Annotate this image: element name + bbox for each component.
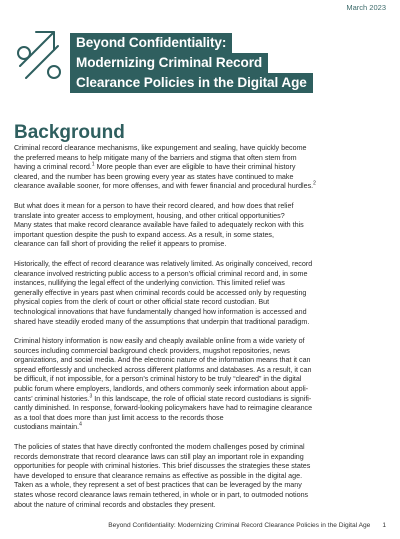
- text-line: The policies of states that have directly confronted the modern challenges posed by criminal: [14, 443, 305, 452]
- text-line: clearance involved restricting public access to a person’s official criminal record and, in some: [14, 269, 308, 278]
- text-line: cleared, and the number has been growing every year as states have continued to make: [14, 172, 294, 181]
- text-line: states whose record clearance laws remain tethered, in whole or in part, to outmoded notions: [14, 491, 309, 499]
- section-heading: Background: [14, 122, 125, 143]
- text-line: translate into greater access to employment, housing, and other critical opportunities?: [14, 211, 285, 220]
- footnote-marker: 3: [89, 393, 93, 400]
- paragraph: [14, 260, 388, 327]
- publication-date: March 2023: [346, 3, 386, 12]
- text-line: But what does it mean for a person to have their record cleared, and how does that relief: [14, 201, 294, 210]
- text-line: clearance can fall short of providing the relief it appears to promise.: [14, 240, 227, 249]
- text-line: Many states that make record clearance available have failed to adequately reckon with this: [14, 221, 304, 230]
- paragraph: [14, 443, 388, 510]
- text-line: Taken as a whole, they represent a set of best practices that can be leveraged by the many: [14, 481, 302, 490]
- text-line: sources including commercial background check providers, mugshot repositories, news: [14, 346, 290, 355]
- footnote-marker: 2: [313, 181, 316, 187]
- text-line: about the nature of criminal records and obstacles they present.: [14, 500, 216, 509]
- document-title: [70, 33, 313, 93]
- paragraph: [14, 144, 388, 192]
- text-line: opportunities for people with criminal histories. This brief discusses the strategies these states: [14, 462, 311, 471]
- text-line: clearance available sooner, for more offenses, and with fewer financial and procedural hurdles.$^2$: [14, 181, 316, 191]
- text-line: records demonstrate that record clearance laws can still play an important role in expanding: [14, 452, 304, 461]
- text-line: public forum where employers, landlords, and others commonly seek information about appli-: [14, 385, 309, 394]
- title-line: Beyond Confidentiality:: [70, 33, 232, 53]
- text-line: technological innovations that have fundamentally changed how information is accessed and: [14, 307, 307, 316]
- text-line: instances, nullifying the legal effect of the underlying conviction. This limited relief was: [14, 279, 285, 288]
- text-line: organizations, and social media. And the electronic nature of the information means that it can: [14, 356, 311, 365]
- text-line: Criminal history information is now easily and cheaply available online from a wide variety of: [14, 337, 305, 346]
- text-line: the preferred means to help mitigate many of the barriers and stigma that often stem from: [14, 153, 297, 162]
- title-line: Modernizing Criminal Record: [70, 53, 268, 73]
- text-line: spread effortlessly and unchecked across different platforms and databases. As a result, it can: [14, 365, 312, 374]
- body-text: [14, 144, 388, 520]
- text-line: generally effective in years past when criminal records could be accessed only by requesting: [14, 288, 307, 297]
- footer-title: Beyond Confidentiality: Modernizing Criminal Record Clearance Policies in the Digital Age: [108, 522, 371, 529]
- text-line: be difficult, if not impossible, for a person’s criminal history to be truly “cleared” in the digital: [14, 375, 302, 384]
- text-line: Criminal record clearance mechanisms, like expungement and sealing, have quickly become: [14, 144, 307, 152]
- text-line: cants’ criminal histories.$^3$ In this landscape, the role of official state record custodians is signifi-: [14, 393, 312, 403]
- page-number: 1: [382, 522, 386, 529]
- footnote-marker: 1: [91, 161, 95, 168]
- title-line: Clearance Policies in the Digital Age: [70, 73, 313, 93]
- text-line: having a criminal record.$^1$ More people than ever are eligible to have their criminal history: [14, 161, 296, 172]
- page-footer: [108, 522, 386, 529]
- text-line: Historically, the effect of record clearance was relatively limited. As originally conceived, record: [14, 259, 313, 268]
- text-line: shared have steadily eroded many of the assumptions that underpin that traditional paradigm.: [14, 317, 310, 326]
- text-line: custodians maintain.$^4$: [14, 422, 82, 432]
- text-line: cantly diminished. In response, forward-looking policymakers have had to reimagine clearance: [14, 404, 313, 413]
- paragraph: [14, 337, 388, 433]
- arrow-percent-logo-icon: [14, 26, 64, 82]
- text-line: as a tool that does more than just limit access to the records those: [14, 413, 224, 422]
- text-line: important question despite the push to expand access. As a result, in some states,: [14, 230, 274, 239]
- text-line: physical copies from the clerk of court or other official state record custodian. But: [14, 298, 270, 307]
- paragraph: [14, 202, 388, 250]
- text-line: have developed to ensure that clearance remains as effective as possible in the digital age.: [14, 471, 303, 480]
- footnote-marker: 4: [79, 422, 82, 429]
